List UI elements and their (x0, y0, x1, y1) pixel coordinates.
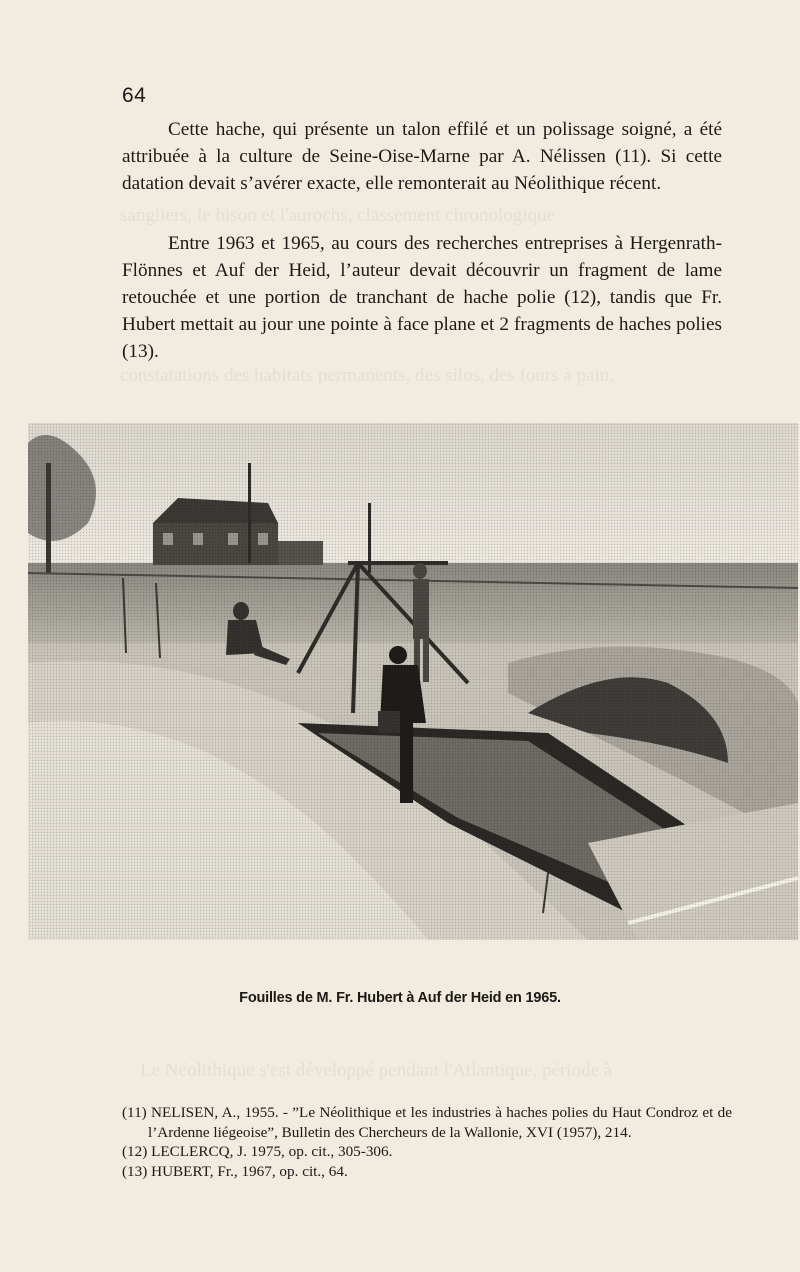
figure-caption: Fouilles de M. Fr. Hubert à Auf der Heid en 1965. (239, 990, 561, 1006)
excavation-photo (28, 423, 798, 940)
footnote-12: (12) LECLERCQ, J. 1975, op. cit., 305-306. (122, 1143, 393, 1160)
footnotes (122, 1103, 732, 1181)
page-number: 64 (122, 84, 147, 107)
footnote-13: (13) HUBERT, Fr., 1967, op. cit., 64. (122, 1162, 348, 1180)
paragraph-1: Cette hache, qui présente un talon effilé et un polissage soigné, a été attribuée à la culture de Seine-Oise-Marne par A. Nélissen (11). Si cette datation devait s’avérer exacte, elle remonterait au Néolithique récent. (122, 119, 722, 194)
paragraph-2: Entre 1963 et 1965, au cours des recherches entreprises à Hergenrath-Flönnes et Auf der Heid, l’auteur devait découvrir un fragment de lame retouchée et une portion de tranchant de hache polie (12), tandis que Fr. Hubert mettait au jour une pointe à face plane et 2 fragments de haches polies (13). (122, 233, 722, 362)
show-through-text: constatations des habitats permanents, des silos, des fours à pain, (120, 365, 614, 386)
footnote-11: (11) NELISEN, A., 1955. - ”Le Néolithique et les industries à haches polies du Haut Condroz et de l’Ardenne liégeoise”, Bulletin des Chercheurs de la Wallonie, XVI (1957), 214. (122, 1104, 732, 1141)
show-through-text: Le Néolithique s'est développé pendant l'Atlantique, période à (140, 1060, 613, 1081)
show-through-text: sangliers, le bison et l'aurochs, classement chronologique (120, 205, 556, 226)
